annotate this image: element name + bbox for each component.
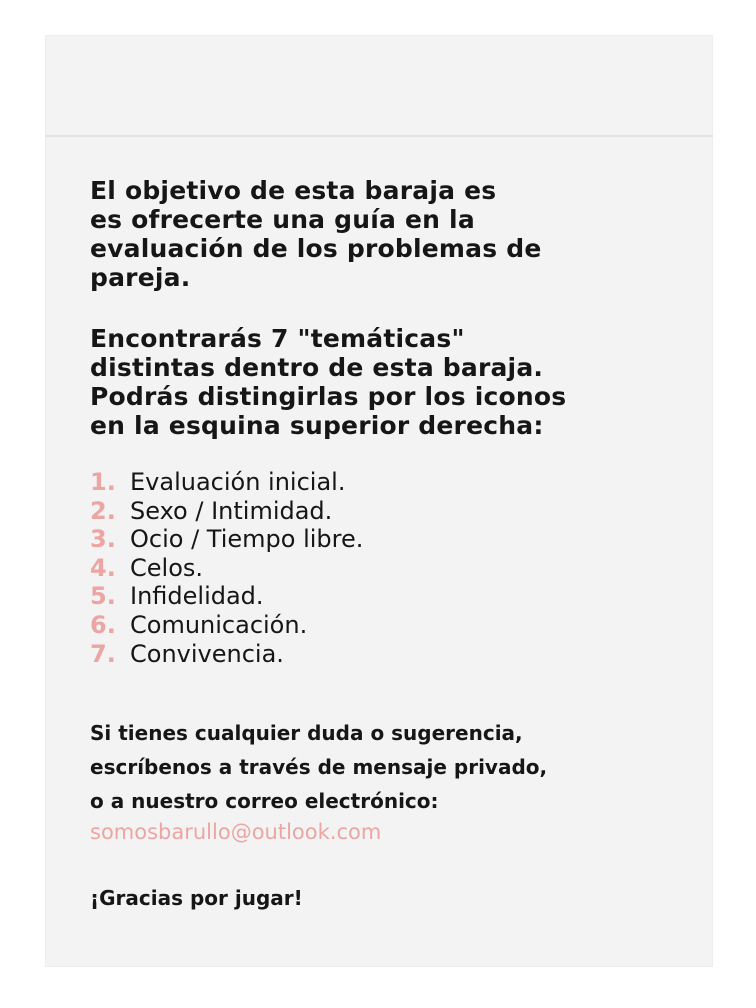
topic-number: 7. (90, 639, 116, 668)
topic-item (90, 611, 690, 640)
topic-item (90, 582, 690, 611)
topic-item (90, 640, 690, 669)
themes-line: distintas dentro de esta baraja. (90, 353, 544, 382)
topic-item (90, 554, 690, 583)
contact-line: Si tienes cualquier duda o sugerencia, (90, 721, 523, 746)
topic-label: Infidelidad. (130, 582, 264, 611)
topic-number: 5. (90, 582, 116, 611)
themes-line: Podrás distingirlas por los iconos (90, 382, 567, 411)
topic-number: 6. (90, 610, 116, 639)
topic-number: 2. (90, 496, 116, 525)
card-content (90, 176, 690, 912)
topic-item (90, 468, 690, 497)
themes-line: Encontrarás 7 "temáticas" (90, 324, 465, 353)
themes-paragraph (90, 324, 690, 440)
intro-paragraph (90, 176, 690, 292)
contact-paragraph (90, 716, 690, 846)
intro-line: El objetivo de esta baraja es (90, 176, 497, 205)
intro-line: evaluación de los problemas de (90, 234, 542, 263)
topic-label: Comunicación. (130, 610, 308, 639)
email-link[interactable]: somosbarullo@outlook.com (90, 820, 382, 845)
topic-label: Celos. (130, 553, 204, 582)
closing-text: ¡Gracias por jugar! (90, 886, 303, 911)
topic-label: Convivencia. (130, 639, 284, 668)
card-fold-line (45, 135, 713, 137)
topic-item (90, 497, 690, 526)
intro-line: es ofrecerte una guía en la (90, 205, 475, 234)
topic-number: 3. (90, 525, 116, 554)
contact-line: o a nuestro correo electrónico: (90, 789, 439, 814)
topic-label: Ocio / Tiempo libre. (130, 525, 364, 554)
contact-line: escríbenos a través de mensaje privado, (90, 755, 548, 780)
topic-item (90, 525, 690, 554)
topic-number: 4. (90, 553, 116, 582)
topic-label: Sexo / Intimidad. (130, 496, 333, 525)
topic-label: Evaluación inicial. (130, 468, 346, 496)
topics-list (90, 468, 690, 668)
topic-number: 1. (90, 468, 116, 496)
themes-line: en la esquina superior derecha: (90, 411, 544, 440)
intro-line: pareja. (90, 263, 191, 292)
